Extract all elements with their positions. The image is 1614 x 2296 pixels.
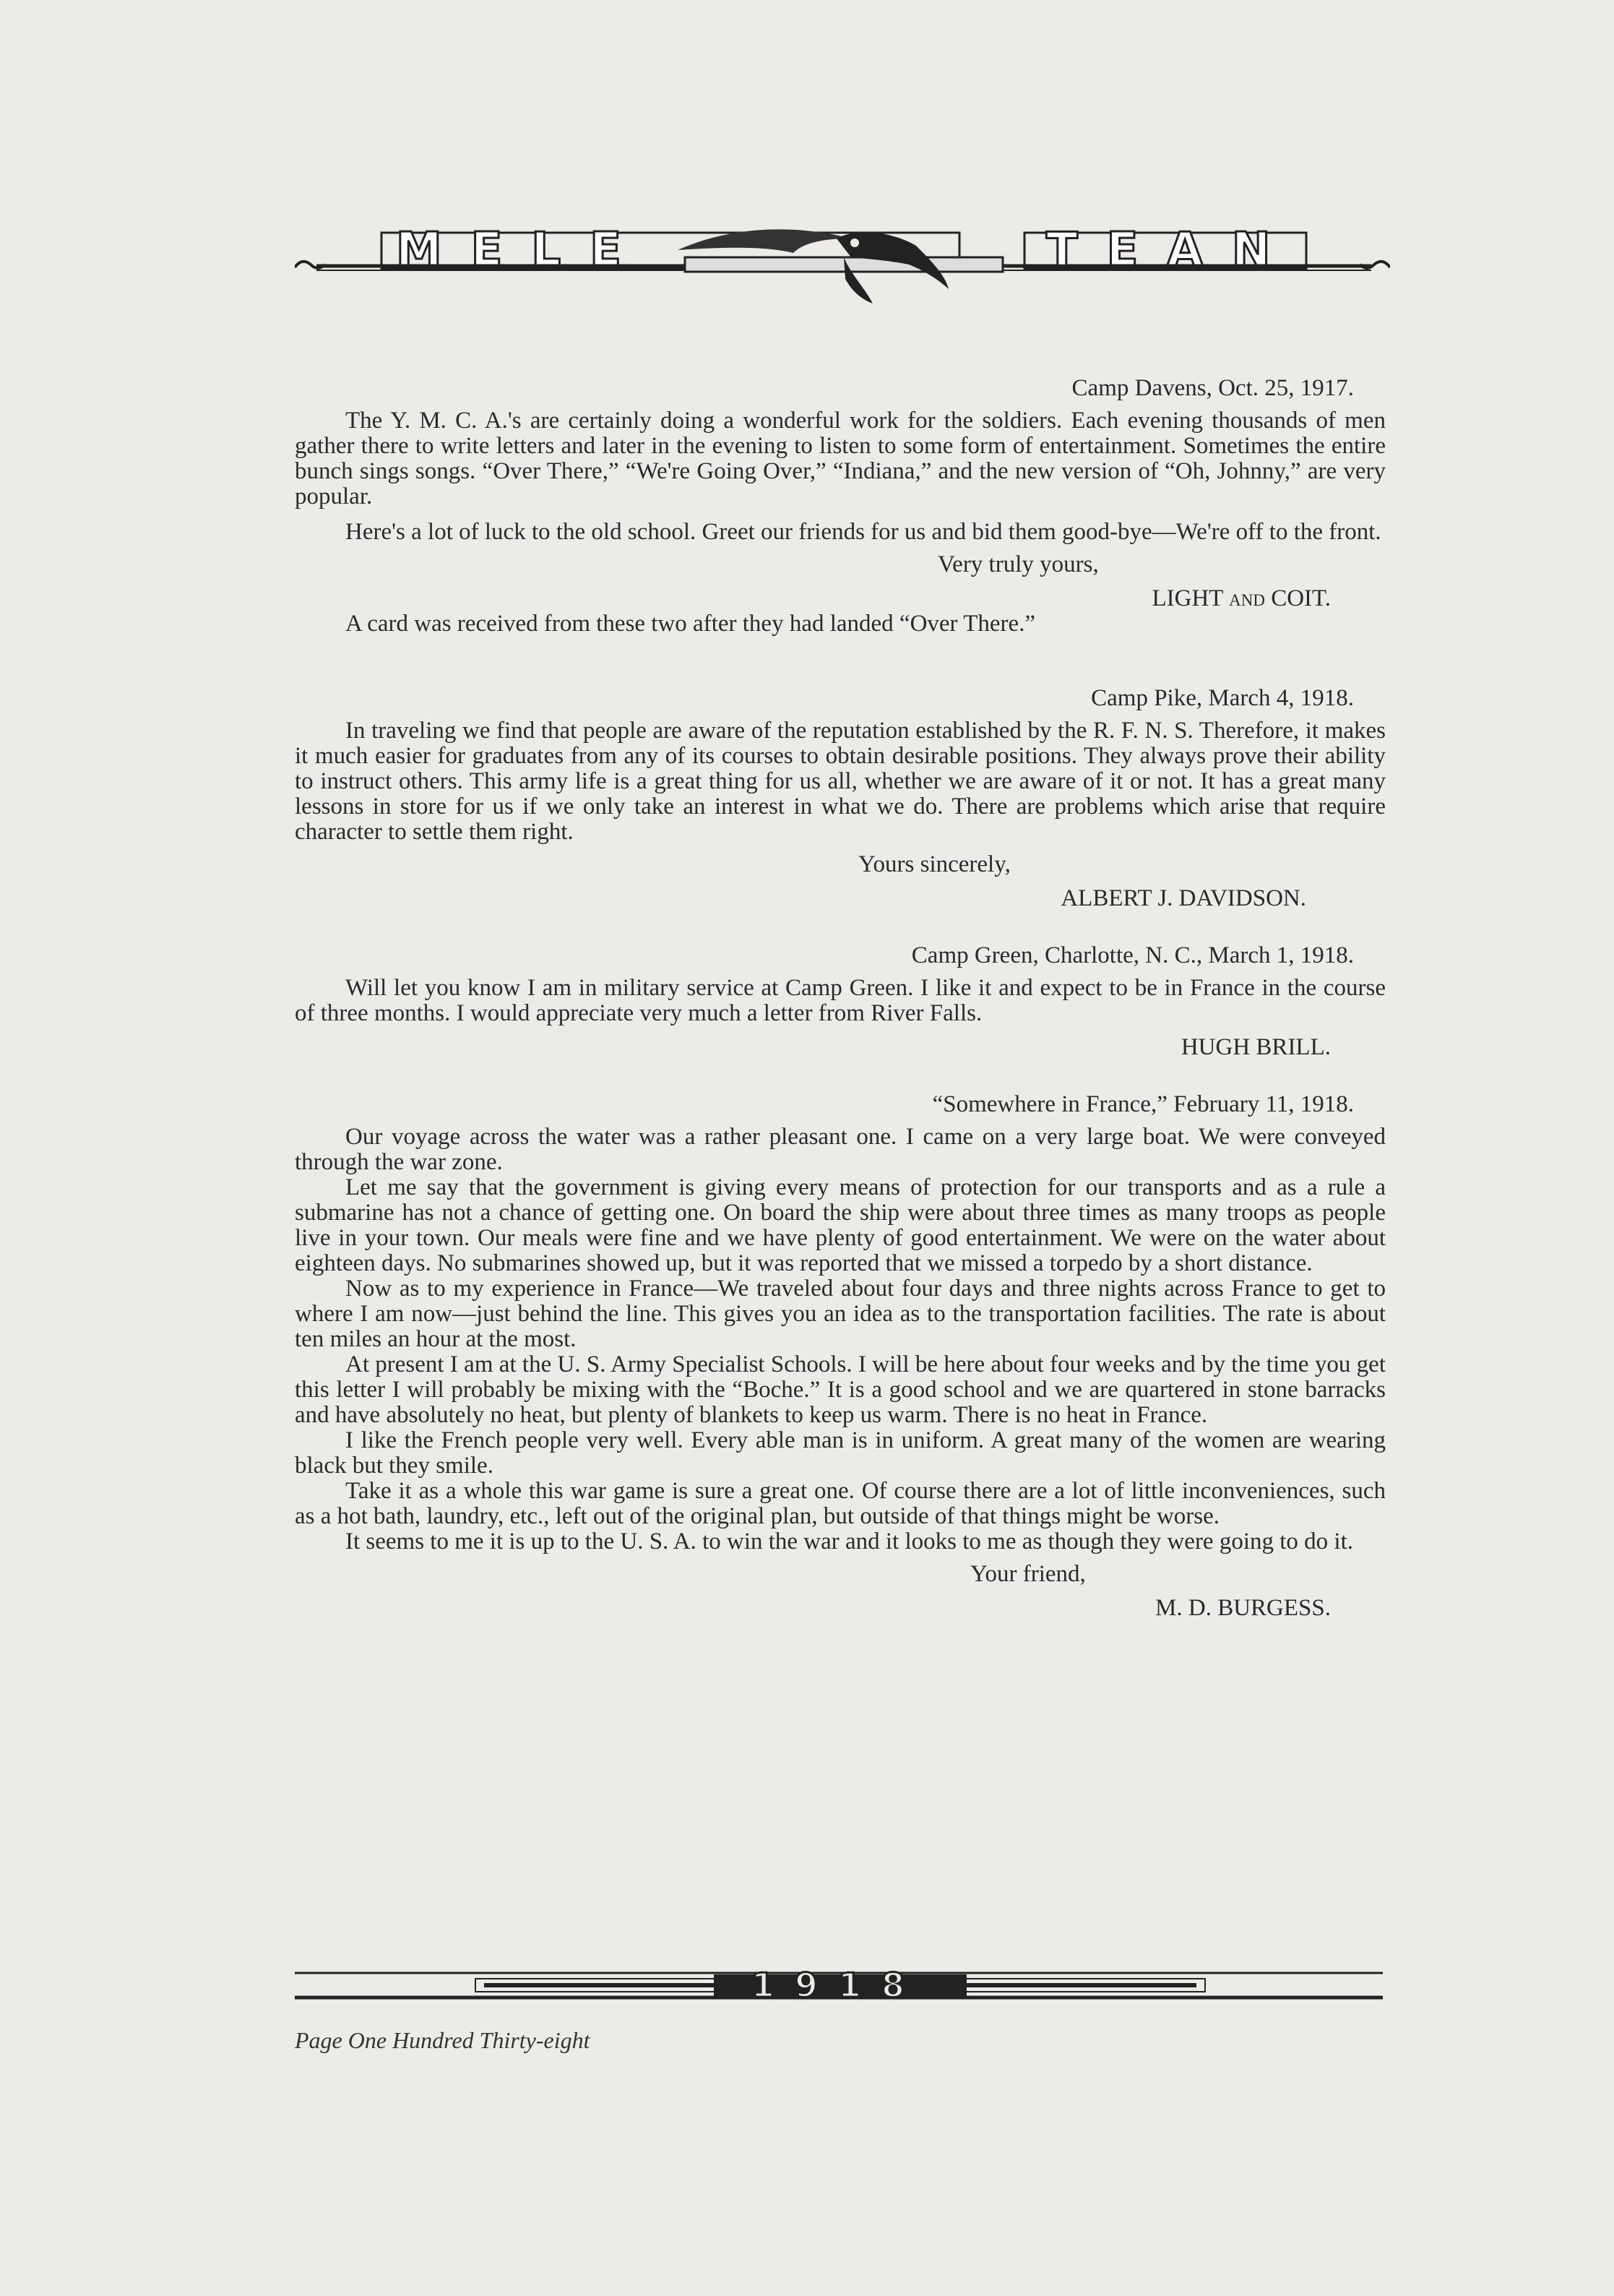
paragraph: In traveling we find that people are aware of the reputation established by the R. F. N. S. Therefore, it makes it much easier for graduates from any of its courses to obtain desirable positions. They always prove their ability to instruct others. This army life is a great thing for us all, whether we are aware of it or not. It has a great many lessons in store for us if we only take an interest in what we do. There are problems which arise that require character to settle them right. bbox=[295, 718, 1386, 845]
banner-word-left: MELE bbox=[396, 223, 650, 277]
letters-column bbox=[295, 376, 1386, 1621]
paragraph: It seems to me it is up to the U. S. A. to win the war and it looks to me as though they were going to do it. bbox=[345, 1528, 1354, 1555]
dateline: Camp Green, Charlotte, N. C., March 1, 1918. bbox=[911, 942, 1354, 968]
paragraph: Here's a lot of luck to the old school. Greet our friends for us and bid them good-bye—We're off to the front. bbox=[345, 519, 1381, 545]
closing: Yours sincerely, bbox=[858, 851, 1011, 877]
signature: ALBERT J. DAVIDSON. bbox=[1061, 885, 1306, 911]
closing: Your friend, bbox=[970, 1561, 1086, 1587]
signature-name: COIT. bbox=[1271, 585, 1331, 611]
header-banner bbox=[295, 217, 1390, 318]
page-number: Page One Hundred Thirty-eight bbox=[295, 2027, 590, 2053]
banner-word-right: TEAN bbox=[1046, 223, 1300, 277]
letter-somewhere-in-france bbox=[295, 1092, 1386, 1621]
dateline: Camp Pike, March 4, 1918. bbox=[1091, 685, 1354, 711]
letter-camp-pike bbox=[295, 686, 1386, 911]
letter-camp-davens bbox=[295, 376, 1386, 637]
closing: Very truly yours, bbox=[938, 551, 1099, 577]
signature bbox=[295, 586, 1386, 611]
paragraph: Let me say that the government is giving every means of protection for our transports and as a rule a submarine has not a chance of getting one. On board the ship were about three times as many troops as people live in your town. Our meals were fine and we have plenty of good entertainment. We were on the water about eighteen days. No submarines showed up, but it was reported that we missed a torpedo by a short distance. bbox=[295, 1174, 1386, 1276]
signature: HUGH BRILL. bbox=[1181, 1034, 1331, 1060]
signature-name: LIGHT bbox=[1152, 585, 1223, 611]
signature-conjunction: and bbox=[1229, 585, 1265, 611]
letter-camp-green bbox=[295, 943, 1386, 1060]
paragraph: Take it as a whole this war game is sure a great one. Of course there are a lot of little inconveniences, such as a hot bath, laundry, etc., left out of the original plan, but outside of that things might be worse. bbox=[295, 1478, 1386, 1529]
dateline: “Somewhere in France,” February 11, 1918. bbox=[932, 1091, 1354, 1117]
paragraph: I like the French people very well. Every able man is in uniform. A great many of the women are wearing black but they smile. bbox=[295, 1427, 1386, 1479]
paragraph: At present I am at the U. S. Army Specialist Schools. I will be here about four weeks and by the time you get this letter I will probably be mixing with the “Boche.” It is a good school and we are quartered in stone barracks and have absolutely no heat, but plenty of blankets to keep us warm. There is no heat in France. bbox=[295, 1351, 1386, 1428]
dateline: Camp Davens, Oct. 25, 1917. bbox=[1071, 375, 1354, 401]
paragraph: Now as to my experience in France—We traveled about four days and three nights across France to get to where I am now—just behind the line. This gives you an idea as to the transportation facilities. The rate is about ten miles an hour at the most. bbox=[295, 1276, 1386, 1352]
paragraph: Will let you know I am in military service at Camp Green. I like it and expect to be in France in the course of three months. I would appreciate very much a letter from River Falls. bbox=[295, 975, 1386, 1026]
paragraph: Our voyage across the water was a rather pleasant one. I came on a very large boat. We were conveyed through the war zone. bbox=[295, 1124, 1386, 1175]
signature: M. D. BURGESS. bbox=[1155, 1595, 1331, 1621]
footer-year: 1918 bbox=[751, 1966, 925, 2005]
paragraph: The Y. M. C. A.'s are certainly doing a wonderful work for the soldiers. Each evening thousands of men gather there to write letters and later in the evening to listen to some form of entertainment. Sometimes the entire bunch sings songs. “Over There,” “We're Going Over,” “Indiana,” and the new version of “Oh, Johnny,” are very popular. bbox=[295, 408, 1386, 509]
note: A card was received from these two after they had landed “Over There.” bbox=[345, 611, 1036, 637]
